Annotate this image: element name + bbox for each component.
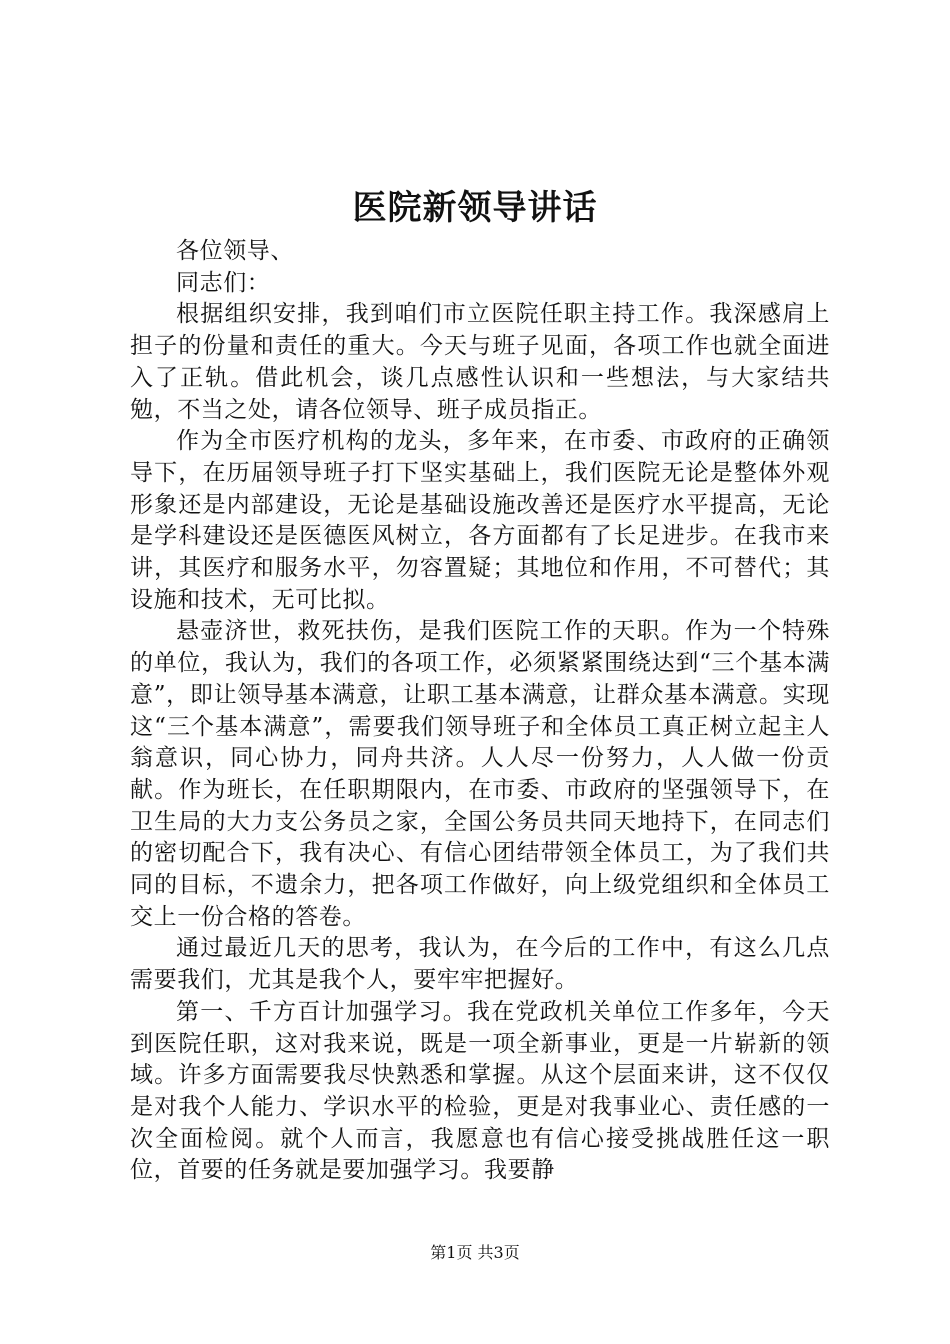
page-title: 医院新领导讲话: [352, 188, 598, 228]
body-paragraph: 根据组织安排，我到咱们市立医院任职主持工作。我深感肩上担子的份量和责任的重大。今天与班子见面，各项工作也就全面进入了正轨。借此机会，谈几点感性认识和一些想法，与大家结共勉，不当之处，请各位领导、班子成员指正。: [130, 301, 830, 423]
salutation-line: 同志们：: [176, 269, 271, 296]
page-footer: [0, 1242, 950, 1264]
body-paragraph: 悬壶济世，救死扶伤，是我们医院工作的天职。作为一个特殊的单位，我认为，我们的各项工作，必须紧紧围绕达到“三个基本满意”，即让领导基本满意，让职工基本满意，让群众基本满意。实现这“三个基本满意”，需要我们领导班子和全体员工真正树立起主人翁意识，同心协力，同舟共济。人人尽一份努力，人人做一份贡献。作为班长，在任职期限内，在市委、市政府的坚强领导下，在卫生局的大力支公务员之家，全国公务员共同天地持下，在同志们的密切配合下，我有决心、有信心团结带领全体员工，为了我们共同的目标，不遗余力，把各项工作做好，向上级党组织和全体员工交上一份合格的答卷。: [130, 618, 830, 930]
salutation-line: 各位领导、: [176, 238, 294, 264]
body-paragraph: 作为全市医疗机构的龙头，多年来，在市委、市政府的正确领导下，在历届领导班子打下坚实基础上，我们医院无论是整体外观形象还是内部建设，无论是基础设施改善还是医疗水平提高，无论是学科建设还是医德医风树立，各方面都有了长足进步。在我市来讲，其医疗和服务水平，勿容置疑；其地位和作用，不可替代；其设施和技术，无可比拟。: [130, 428, 830, 613]
document-body: [130, 236, 830, 1187]
body-paragraph: 通过最近几天的思考，我认为，在今后的工作中，有这么几点需要我们，尤其是我个人，要牢牢把握好。: [130, 935, 830, 994]
page-number: 第1页 共3页: [430, 1243, 520, 1262]
body-paragraph: 第一、千方百计加强学习。我在党政机关单位工作多年，今天到医院任职，这对我来说，既是一项全新事业，更是一片崭新的领域。许多方面需要我尽快熟悉和掌握。从这个层面来讲，这不仅仅是对我个人能力、学识水平的检验，更是对我事业心、责任感的一次全面检阅。就个人而言，我愿意也有信心接受挑战胜任这一职位，首要的任务就是要加强学习。我要静: [130, 998, 830, 1184]
